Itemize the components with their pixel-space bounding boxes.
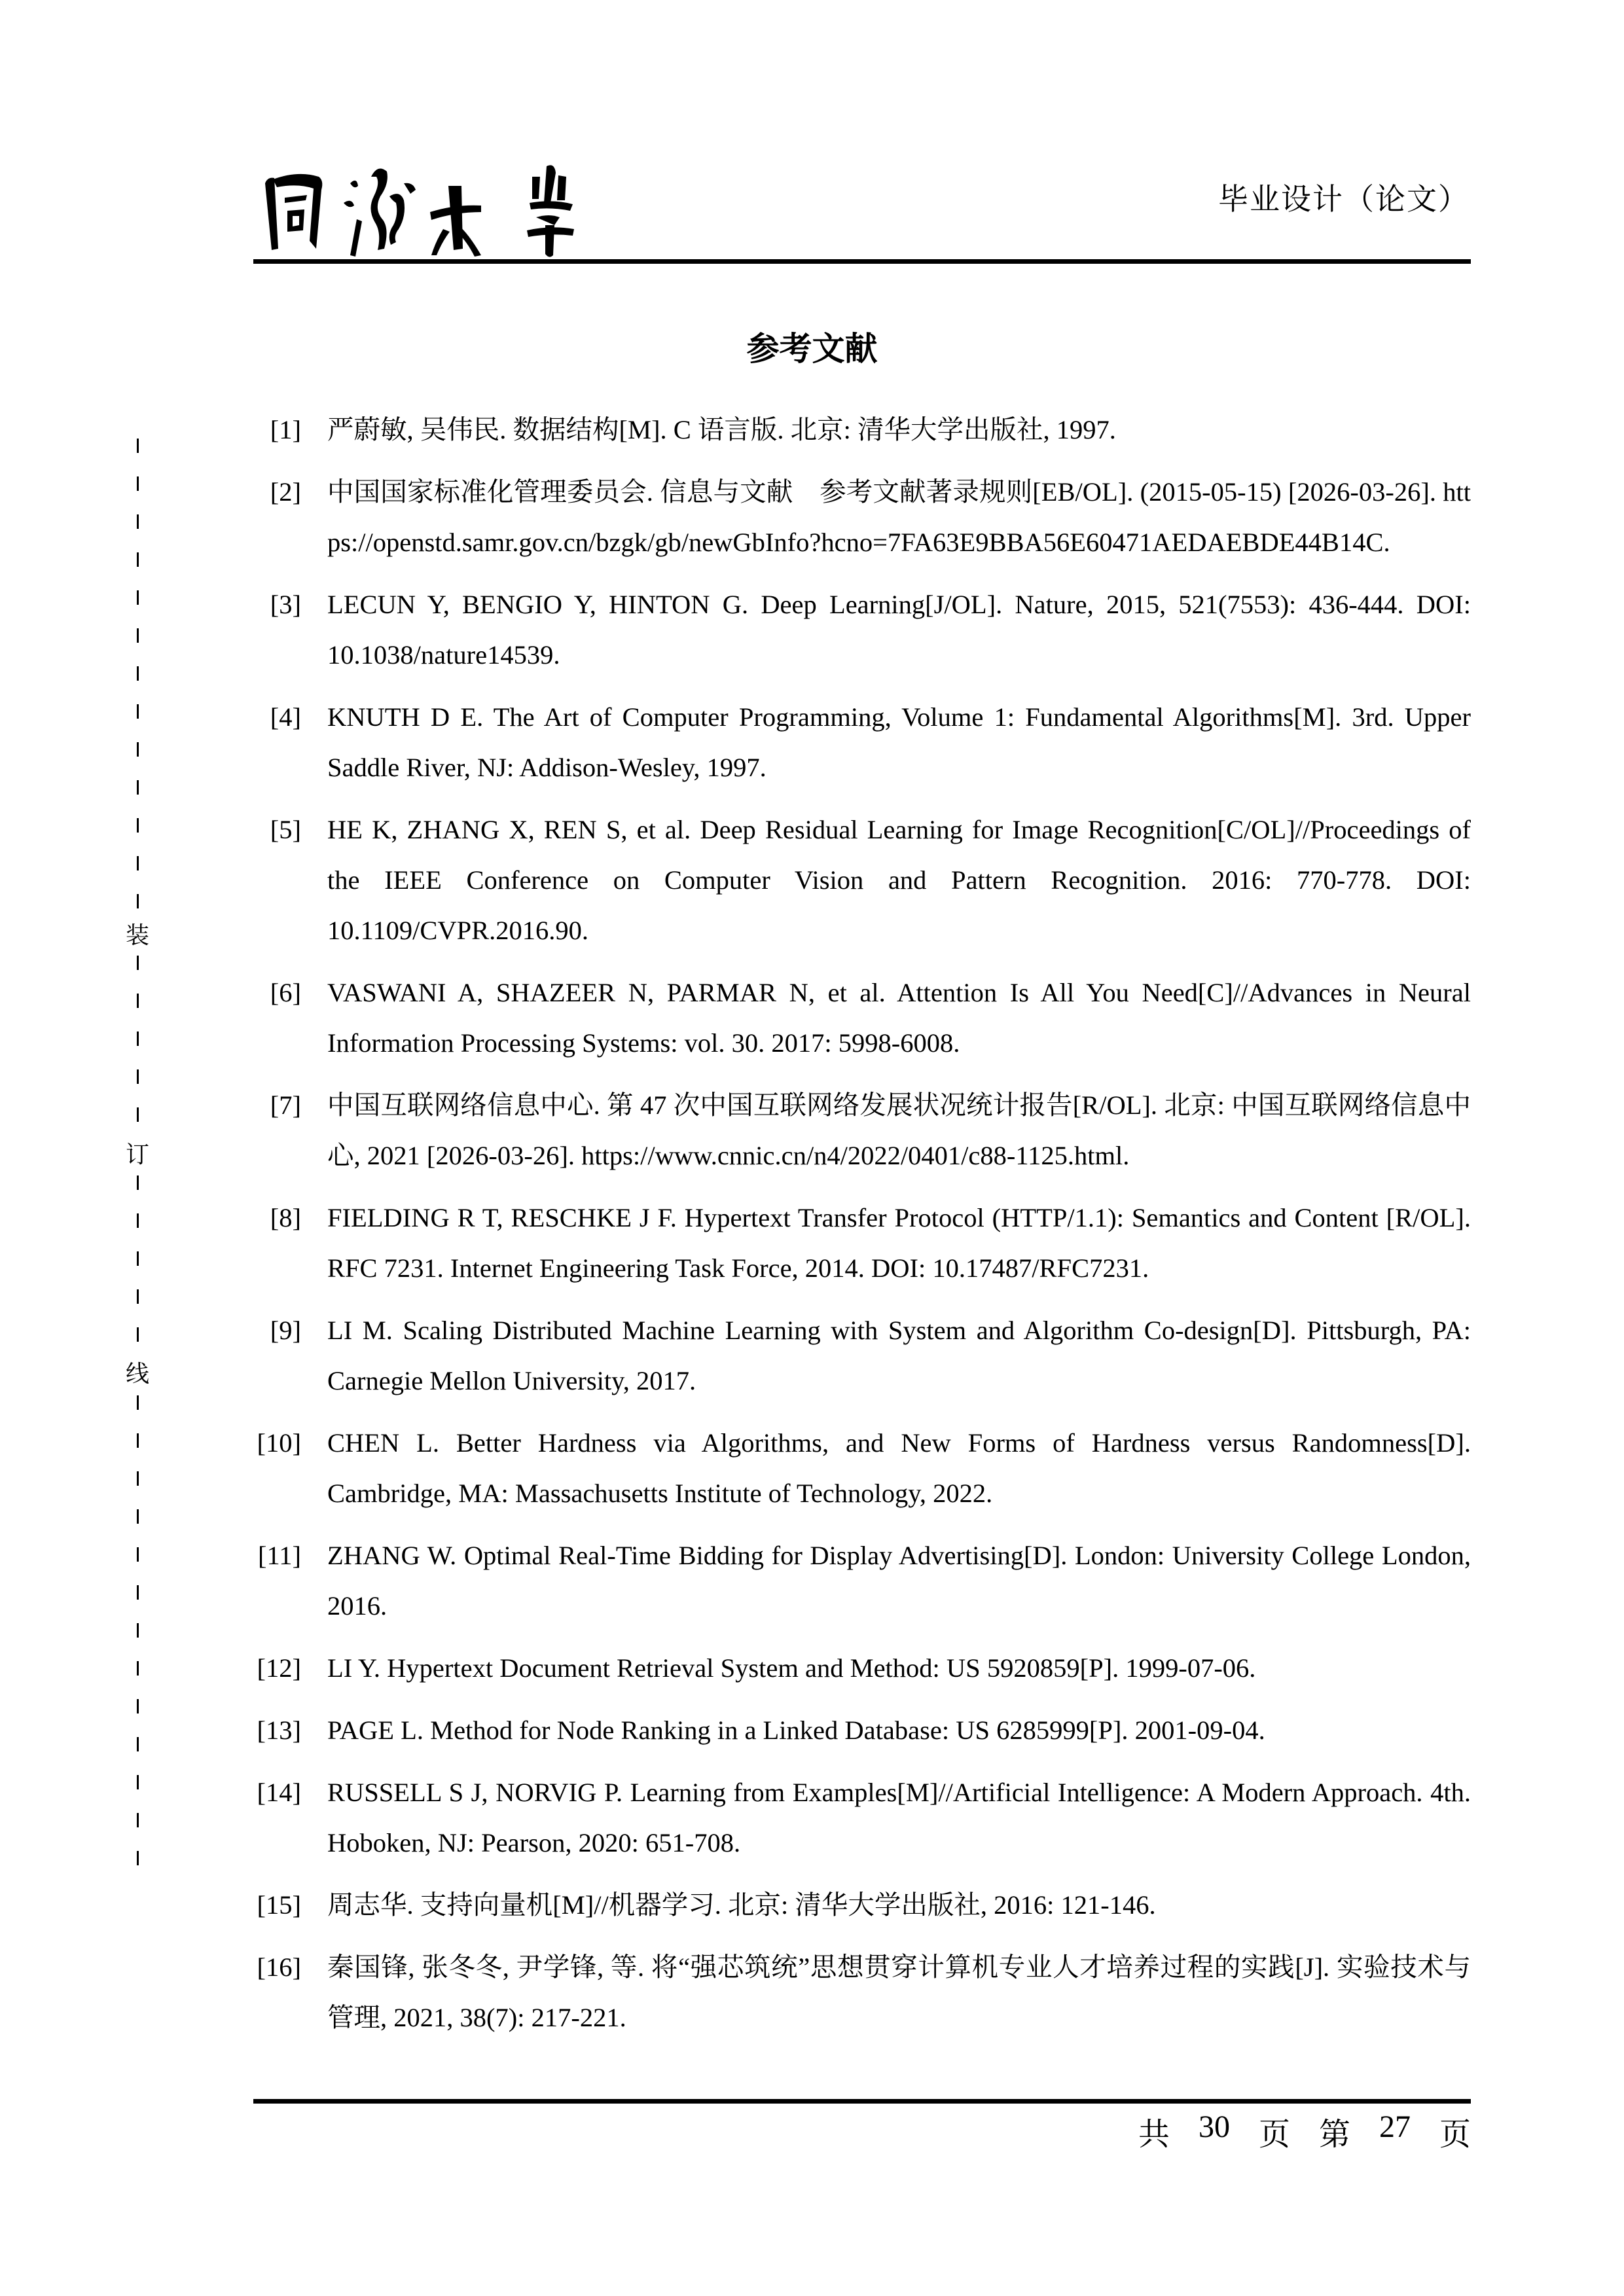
reference-list <box>253 404 1471 2054</box>
reference-number: [11] <box>258 1541 301 1570</box>
reference-item <box>253 467 1471 567</box>
reference-text: FIELDING R T, RESCHKE J F. Hypertext Transfer Protocol (HTTP/1.1): Semantics and Content [R/OL]. RFC 7231. Internet Engineering Task Force, 2014. DOI: 10.17487/RFC7231. <box>327 1203 1471 1283</box>
binding-dash <box>137 476 139 491</box>
reference-text: LI Y. Hypertext Document Retrieval System and Method: US 5920859[P]. 1999-07-06. <box>327 1653 1256 1683</box>
reference-number: [10] <box>257 1428 301 1458</box>
binding-dash <box>137 1813 139 1827</box>
binding-dash <box>137 1737 139 1751</box>
binding-char-ding: 订 <box>125 1141 149 1168</box>
reference-text: 中国互联网络信息中心. 第 47 次中国互联网络发展状况统计报告[R/OL]. 北京: 中国互联网络信息中心, 2021 [2026-03-26]. https://www.cnnic.cn/n4/2022/0401/c88-1125.html. <box>327 1090 1471 1170</box>
reference-number: [13] <box>257 1715 301 1745</box>
binding-dash <box>137 1547 139 1562</box>
reference-number: [4] <box>270 702 301 732</box>
reference-item <box>253 1418 1471 1518</box>
footer-current-label: 第 <box>1318 2117 1350 2152</box>
binding-dash <box>137 1327 139 1342</box>
binding-dash <box>137 1775 139 1789</box>
reference-item <box>253 1942 1471 2043</box>
binding-dash <box>137 666 139 681</box>
reference-number: [15] <box>257 1890 301 1920</box>
binding-dash <box>137 1851 139 1865</box>
binding-dash <box>137 1699 139 1713</box>
reference-text: LECUN Y, BENGIO Y, HINTON G. Deep Learning[J/OL]. Nature, 2015, 521(7553): 436-444. DOI: 10.1038/nature14539. <box>327 590 1471 670</box>
binding-dash <box>137 1031 139 1046</box>
reference-item <box>253 1880 1471 1930</box>
footer-page-unit-2: 页 <box>1439 2117 1471 2152</box>
reference-number: [6] <box>270 978 301 1007</box>
reference-number: [9] <box>270 1316 301 1345</box>
reference-number: [2] <box>270 477 301 507</box>
reference-text: RUSSELL S J, NORVIG P. Learning from Examples[M]//Artificial Intelligence: A Modern Approach. 4th. Hoboken, NJ: Pearson, 2020: 651-708. <box>327 1778 1471 1857</box>
binding-dash <box>137 894 139 908</box>
reference-item <box>253 579 1471 680</box>
footer-rule <box>253 2099 1471 2104</box>
logo-text: 同濟大學 <box>259 149 301 160</box>
reference-text: 中国国家标准化管理委员会. 信息与文献 参考文献著录规则[EB/OL]. (2015-05-15) [2026-03-26]. https://openstd.samr.gov.cn/bzgk/gb/newGbInfo?hcno=7FA63E9BBA56E60471AEDAEBDE44B14C. <box>327 477 1471 557</box>
binding-dash <box>137 1069 139 1084</box>
binding-dash <box>137 1585 139 1600</box>
reference-item <box>253 1080 1471 1181</box>
reference-text: 秦国锋, 张冬冬, 尹学锋, 等. 将“强芯筑统”思想贯穿计算机专业人才培养过程的实践[J]. 实验技术与管理, 2021, 38(7): 217-221. <box>327 1952 1471 2032</box>
binding-char-xian: 线 <box>125 1361 149 1388</box>
binding-dash <box>137 994 139 1008</box>
footer-total-pages: 30 <box>1198 2109 1230 2144</box>
reference-text: PAGE L. Method for Node Ranking in a Linked Database: US 6285999[P]. 2001-09-04. <box>327 1715 1265 1745</box>
reference-item <box>253 1193 1471 1293</box>
binding-dash <box>137 704 139 719</box>
reference-number: [7] <box>270 1090 301 1120</box>
reference-item <box>253 1705 1471 1755</box>
reference-text: LI M. Scaling Distributed Machine Learning with System and Algorithm Co-design[D]. Pittsburgh, PA: Carnegie Mellon University, 2017. <box>327 1316 1471 1395</box>
binding-dash <box>137 1395 139 1410</box>
reference-item <box>253 1530 1471 1631</box>
footer-page-unit: 页 <box>1258 2117 1290 2152</box>
reference-text: VASWANI A, SHAZEER N, PARMAR N, et al. Attention Is All You Need[C]//Advances in Neural Information Processing Systems: vol. 30. 2017: 5998-6008. <box>327 978 1471 1058</box>
reference-text: 严蔚敏, 吴伟民. 数据结构[M]. C 语言版. 北京: 清华大学出版社, 1997. <box>327 415 1116 444</box>
binding-dash <box>137 856 139 870</box>
binding-dash <box>137 1213 139 1228</box>
university-logo-calligraphy <box>259 149 625 255</box>
binding-dash <box>137 628 139 643</box>
reference-number: [14] <box>257 1778 301 1807</box>
binding-dash <box>137 1471 139 1486</box>
binding-dash <box>137 818 139 833</box>
binding-dash <box>137 1289 139 1304</box>
footer-current-page: 27 <box>1379 2109 1411 2144</box>
binding-dash <box>137 1509 139 1524</box>
reference-item <box>253 1767 1471 1868</box>
binding-dash <box>137 552 139 567</box>
reference-item <box>253 967 1471 1068</box>
reference-number: [16] <box>257 1952 301 1982</box>
binding-dash <box>137 514 139 529</box>
reference-item <box>253 1643 1471 1693</box>
binding-dash <box>137 1251 139 1266</box>
binding-dash <box>137 1175 139 1190</box>
reference-number: [3] <box>270 590 301 619</box>
reference-item <box>253 404 1471 455</box>
binding-dash <box>137 742 139 757</box>
reference-number: [12] <box>257 1653 301 1683</box>
reference-item <box>253 692 1471 793</box>
binding-dash <box>137 1433 139 1448</box>
page-title: 参考文献 <box>746 330 878 368</box>
footer-total-label: 共 <box>1138 2117 1170 2152</box>
binding-dash <box>137 956 139 970</box>
header-subtitle: 毕业设计（论文） <box>1218 181 1470 217</box>
reference-number: [1] <box>270 415 301 444</box>
binding-dash <box>137 1107 139 1122</box>
binding-dash <box>137 1661 139 1676</box>
reference-text: HE K, ZHANG X, REN S, et al. Deep Residual Learning for Image Recognition[C/OL]//Proceedings of the IEEE Conference on Computer Vision and Pattern Recognition. 2016: 770-778. DOI: 10.1109/CVPR.2016.90. <box>327 815 1471 945</box>
header-rule <box>253 259 1471 264</box>
reference-item <box>253 804 1471 956</box>
binding-line <box>124 439 151 1878</box>
reference-text: ZHANG W. Optimal Real-Time Bidding for Display Advertising[D]. London: University College London, 2016. <box>327 1541 1471 1621</box>
binding-dash <box>137 439 139 453</box>
reference-text: KNUTH D E. The Art of Computer Programming, Volume 1: Fundamental Algorithms[M]. 3rd. Upper Saddle River, NJ: Addison-Wesley, 1997. <box>327 702 1471 782</box>
reference-text: 周志华. 支持向量机[M]//机器学习. 北京: 清华大学出版社, 2016: 121-146. <box>327 1890 1156 1920</box>
reference-item <box>253 1305 1471 1406</box>
binding-dash <box>137 590 139 605</box>
page-counter <box>1138 2109 1471 2154</box>
binding-char-zhuang: 装 <box>125 922 149 949</box>
binding-dash <box>137 1623 139 1638</box>
binding-dash <box>137 780 139 795</box>
reference-text: CHEN L. Better Hardness via Algorithms, and New Forms of Hardness versus Randomness[D]. Cambridge, MA: Massachusetts Institute of Technology, 2022. <box>327 1428 1471 1508</box>
reference-number: [5] <box>270 815 301 844</box>
reference-number: [8] <box>270 1203 301 1232</box>
